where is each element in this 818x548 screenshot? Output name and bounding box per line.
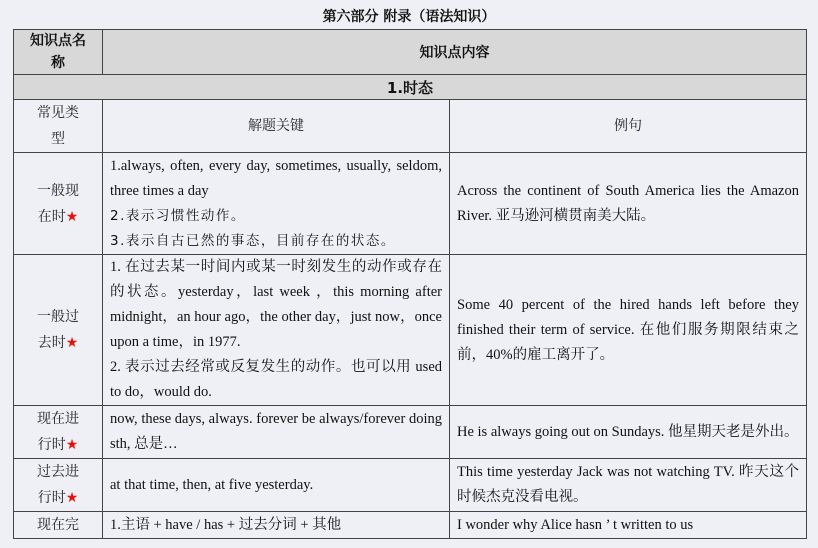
tense-type-line1: 一般现 (37, 182, 79, 199)
header-name-line2: 称 (51, 55, 65, 71)
section-row (14, 75, 807, 100)
header-knowledge-name (14, 30, 103, 75)
subheader-row (14, 100, 807, 153)
tense-type-line2: 行时 (37, 490, 66, 506)
tense-type-cell (14, 459, 103, 512)
subheader-type-line1: 常见类 (37, 105, 79, 121)
tense-type-cell (14, 153, 103, 255)
grammar-table (13, 29, 807, 539)
key-points-cell (103, 406, 450, 459)
tense-type-line1: 过去进 (37, 464, 79, 480)
tense-type-cell (14, 406, 103, 459)
key-points-cell (103, 512, 450, 539)
example-cell: I wonder why Alice hasn ’ t written to us (450, 512, 807, 539)
tense-type-line2: 去时 (37, 335, 66, 351)
table-row (14, 512, 807, 539)
table-row (14, 153, 807, 255)
subheader-key: 解题关键 (103, 100, 450, 153)
tense-type-line1: 现在完 (37, 517, 79, 533)
tense-type-cell (14, 255, 103, 406)
subheader-type (14, 100, 103, 153)
key-line: 1.主语 + have / has + 过去分词 + 其他 (110, 516, 342, 533)
key-line: 1.always, often, every day, sometimes, usually, seldom, three times a day (110, 157, 442, 199)
key-points-cell (103, 153, 450, 255)
star-icon: ★ (65, 437, 79, 453)
header-knowledge-content: 知识点内容 (103, 30, 807, 75)
tense-type-cell (14, 512, 103, 539)
header-name-line1: 知识点名 (30, 33, 86, 49)
document-title: 第六部分 附录（语法知识） (322, 9, 496, 25)
key-points-cell (103, 255, 450, 406)
tense-type-line2: 行时 (37, 437, 66, 453)
key-line: 2.表示习惯性动作。 (110, 207, 246, 224)
star-icon: ★ (65, 208, 79, 225)
key-line: 3.表示自古已然的事态，目前存在的状态。 (110, 232, 396, 249)
star-icon: ★ (65, 490, 79, 506)
star-icon: ★ (65, 335, 79, 351)
table-row (14, 406, 807, 459)
key-line: 2. 表示过去经常或反复发生的动作。也可以用 used to do，would do. (110, 359, 442, 400)
example-cell: Some 40 percent of the hired hands left before they finished their term of service. 在他们服务期限结束之前，40%的雇工离开了。 (450, 255, 807, 406)
tense-type-line2: 在时 (37, 208, 66, 225)
tense-type-line1: 现在进 (37, 411, 79, 427)
example-cell: He is always going out on Sundays. 他星期天老是外出。 (450, 406, 807, 459)
key-line: at that time, then, at five yesterday. (110, 476, 314, 493)
key-line: now, these days, always. forever be always/forever doing sth, 总是… (110, 411, 442, 452)
key-line: 1. 在过去某一时间内或某一时刻发生的动作或存在的状态。yesterday，last week ，this morning after midnight，an hour ago，the other day，just now，once upon a time，in 1977. (110, 259, 442, 350)
section-title: 1.时态 (14, 75, 807, 100)
subheader-type-line2: 型 (51, 131, 65, 147)
example-cell: This time yesterday Jack was not watching TV. 昨天这个时候杰克没看电视。 (450, 459, 807, 512)
key-points-cell (103, 459, 450, 512)
subheader-example: 例句 (450, 100, 807, 153)
tense-type-line1: 一般过 (37, 309, 79, 325)
table-row (14, 255, 807, 406)
table-header-row (14, 30, 807, 75)
example-cell: Across the continent of South America lies the Amazon River. 亚马逊河横贯南美大陆。 (450, 153, 807, 255)
table-row (14, 459, 807, 512)
